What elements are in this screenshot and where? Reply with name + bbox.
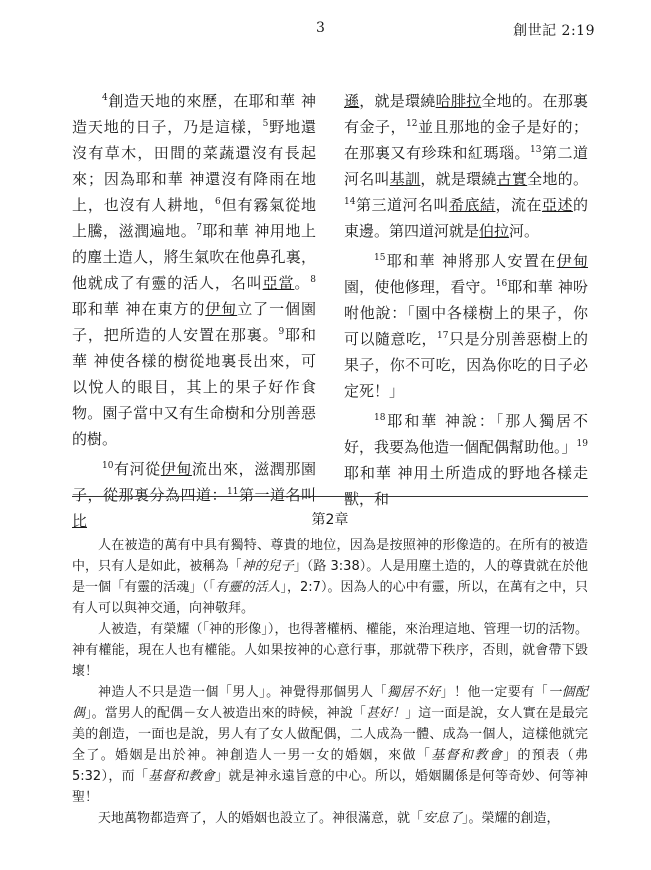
verse-number: 6: [214, 197, 221, 207]
quoted-phrase: 一個配偶: [72, 685, 588, 721]
verse-number: 16: [495, 279, 508, 289]
text-run: 園，使他修理，看守。: [344, 278, 496, 296]
text-run: 第二道河名叫: [344, 144, 588, 188]
proper-name: 伊甸: [205, 300, 238, 318]
text-run: 第一道名叫: [238, 486, 316, 504]
commentary-title: 第2章: [311, 512, 349, 528]
text-run: ，流在: [495, 196, 542, 214]
proper-name: 哈腓拉: [435, 92, 482, 110]
quoted-phrase: 基督和教會: [148, 769, 216, 784]
verse-number: 5: [262, 119, 269, 129]
text-run: 」！他一定要有「: [440, 685, 549, 700]
text-run: 」（路 3:38）。人是用塵土造的，人的尊貴就在於他是一個「有靈的活魂」（「: [72, 559, 588, 595]
scripture-paragraph: [344, 88, 588, 244]
commentary-paragraph: [72, 619, 588, 682]
commentary-paragraph: [72, 808, 588, 829]
verse-number: 10: [102, 461, 114, 471]
verse-number: 12: [406, 119, 418, 129]
text-run: 耶和華 神用地上的塵土造人，將生氣吹在他鼻孔裏，他就成了有靈的活人，名叫: [72, 222, 316, 292]
verse-number: 9: [278, 327, 285, 337]
text-run: ，就是環繞: [420, 170, 497, 188]
text-run: 耶和華 神吩咐他說：「園中各樣樹上的果子，你可以隨意吃，: [344, 278, 588, 348]
quoted-phrase: 獨居不好: [386, 685, 441, 700]
verse-number: 14: [344, 197, 356, 207]
text-run: 耶和華 神說：「那人獨居不好，我要為他造一個配偶幫助他。」: [344, 412, 588, 456]
left-column: [72, 88, 316, 538]
proper-name: 亞當: [262, 274, 295, 292]
proper-name: 基訓: [389, 170, 421, 188]
text-run: 有河從: [113, 460, 161, 478]
proper-name: 希底結: [448, 196, 496, 214]
quoted-phrase: 神的兒子: [241, 559, 294, 574]
text-run: 」就是神永遠旨意的中心。所以，婚姻關係是何等奇妙、何等神聖！: [72, 769, 588, 805]
verse-number: 18: [374, 413, 386, 423]
verse-number: 13: [530, 145, 542, 155]
text-run: 但有霧氣從地上騰，滋潤遍地。: [72, 196, 316, 240]
text-run: 」。榮耀的創造，: [462, 811, 560, 826]
verse-number: 4: [102, 93, 108, 103]
page-number: 3: [316, 20, 325, 36]
proper-name: 伯拉: [479, 222, 510, 240]
commentary-section: [72, 510, 588, 829]
text-run: 耶和華 神在東方的: [72, 300, 206, 318]
section-divider: [72, 496, 588, 497]
right-column: [344, 88, 588, 516]
text-run: 創造天地的來歷，在耶和華 神造天地的日子，乃是這樣，: [72, 92, 316, 136]
text-run: 」這一面是說，女人實在是最完美的創造，一面也是說，男人有了女人做配偶，二人成為一體、成為一個人，這樣他就完全了。婚姻是出於神。神創造人一男一女的婚姻，來做「: [72, 706, 588, 763]
text-run: 。: [294, 274, 311, 292]
text-run: 並且那地的金子是好的；在那裏又有珍珠和紅瑪瑙。: [344, 118, 588, 162]
proper-name: 比: [72, 512, 88, 530]
text-run: 流出來，滋潤那園子，從那裏分為四道：: [72, 460, 316, 504]
text-run: 神造人不只是造一個「男人」。神覺得那個男人「: [98, 685, 387, 700]
proper-name: 亞述: [541, 196, 573, 214]
text-run: 耶和華 神使各樣的樹從地裏長出來，可以悅人的眼目，其上的果子好作食物。園子當中又有生命樹和分別善惡的樹。: [72, 326, 316, 448]
scripture-paragraph: [72, 88, 316, 452]
running-head: 創世記 2:19: [513, 23, 595, 39]
text-run: 天地萬物都造齊了，人的婚姻也設立了。神很滿意，就「: [98, 811, 424, 826]
quoted-phrase: 有靈的活人: [215, 580, 281, 595]
verse-number: 8: [310, 275, 316, 285]
commentary-paragraph: [72, 535, 588, 619]
text-run: 只是分別善惡樹上的果子，你不可吃，因為你吃的日子必定死！」: [344, 330, 588, 400]
verse-number: 11: [227, 487, 239, 497]
text-run: 立了一個園子，把所造的人安置在那裏。: [72, 300, 316, 344]
verse-number: 17: [437, 331, 449, 341]
verse-number: 15: [374, 253, 386, 263]
verse-number: 19: [576, 439, 588, 449]
proper-name: 古實: [496, 170, 528, 188]
text-run: 野地還沒有草木，田間的菜蔬還沒有長起來；因為耶和華 神還沒有降雨在地上，也沒有人耕地，: [72, 118, 316, 214]
quoted-phrase: 安息了: [423, 811, 463, 826]
text-run: 人在被造的萬有中具有獨特、尊貴的地位，因為是按照神的形像造的。在所有的被造中，只有人是如此，被稱為「: [72, 538, 588, 574]
text-run: 的東邊。第四道河就是: [344, 196, 588, 240]
text-run: 」的預表（弗 5:32），而「: [72, 748, 588, 784]
text-run: ，就是環繞: [359, 92, 436, 110]
text-run: 全地的。: [527, 170, 588, 188]
text-run: 全地的。在那裏有金子，: [344, 92, 588, 136]
page-header: [0, 20, 651, 44]
text-run: 河。: [509, 222, 540, 240]
text-run: 耶和華 神將那人安置在: [385, 252, 557, 270]
proper-name: 伊甸: [160, 460, 192, 478]
commentary-paragraph: [72, 682, 588, 808]
text-run: 」。當男人的配偶－女人被造出來的時候，神說「: [85, 706, 366, 721]
proper-name: 遜: [344, 92, 360, 110]
text-run: 」，2:7）。因為人的心中有靈，所以，在萬有之中，只有人可以與神交通，向神敬拜。: [72, 580, 588, 616]
text-run: 耶和華 神用土所造成的野地各樣走獸，和: [344, 464, 588, 508]
verse-number: 7: [196, 223, 202, 233]
commentary-body: [72, 535, 588, 829]
text-run: 第三道河名叫: [355, 196, 449, 214]
scripture-paragraph: [344, 248, 588, 404]
proper-name: 伊甸: [556, 252, 588, 270]
quoted-phrase: 基督和教會: [431, 748, 504, 763]
quoted-phrase: 甚好！: [365, 706, 406, 721]
text-run: 人被造，有榮耀（「神的形像」），也得著權柄、權能，來治理這地、管理一切的活物。神有權能，現在人也有權能。人如果按神的心意行事，那就帶下秩序，否則，就會帶下毀壞！: [72, 622, 588, 679]
